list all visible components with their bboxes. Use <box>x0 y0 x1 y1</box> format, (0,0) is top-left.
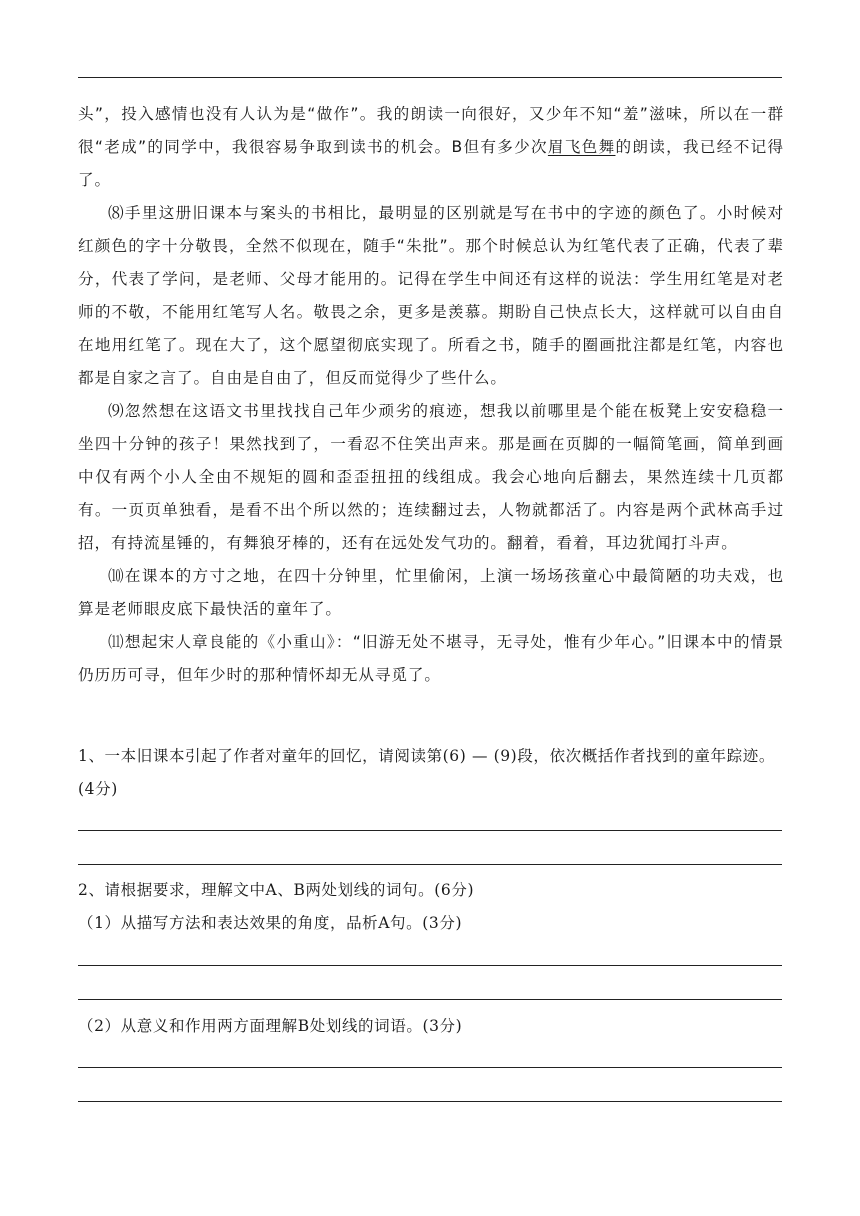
paragraph-11: ⑾想起宋人章良能的《小重山》：“旧游无处不堪寻，无寻处，惟有少年心。”旧课本中的情景仍历历可寻，但年少时的那种情怀却无从寻觅了。 <box>78 633 784 684</box>
paragraph-9: ⑼忽然想在这语文书里找找自己年少顽劣的痕迹，想我以前哪里是个能在板凳上安安稳稳一坐四十分钟的孩子！果然找到了，一看忍不住笑出声来。那是画在页脚的一幅简笔画，简单到画中仅有两个小人全由不规矩的圆和歪歪扭扭的线组成。我会心地向后翻去，果然连续十几页都有。一页页单独看，是看不出个所以然的；连续翻过去，人物就都活了。内容是两个武林高手过招，有持流星锤的，有舞狼牙棒的，还有在远处发气功的。翻着，看着，耳边犹闻打斗声。 <box>78 402 784 552</box>
answer-line <box>78 1101 782 1102</box>
answer-line <box>78 1067 782 1068</box>
question-1 <box>78 740 786 806</box>
question-1-text: 1、一本旧课本引起了作者对童年的回忆，请阅读第(6) — (9)段，依次概括作者找到的童年踪迹。(4分) <box>78 747 775 798</box>
question-2-2-text: （2）从意义和作用两方面理解B处划线的词语。(3分) <box>78 1017 463 1035</box>
paragraph-text: 头”，投入感情也没有人认为是“做作”。我的朗读一向很好，又少年不知“羞”滋味，所以在一群很“老成”的同学中，我很容易争取到读书的机会。B但有多少次 <box>78 105 784 156</box>
paragraph-8: ⑻手里这册旧课本与案头的书相比，最明显的区别就是写在书中的字迹的颜色了。小时候对红颜色的字十分敬畏，全然不似现在，随手“朱批”。那个时候总认为红笔代表了正确，代表了辈分，代表了学问，是老师、父母才能用的。记得在学生中间还有这样的说法：学生用红笔是对老师的不敬，不能用红笔写人名。敬畏之余，更多是羡慕。期盼自己快点长大，这样就可以自由自在地用红笔了。现在大了，这个愿望彻底实现了。所看之书，随手的圈画批注都是红笔，内容也都是自家之言了。自由是自由了，但反而觉得少了些什么。 <box>78 204 784 387</box>
answer-line <box>78 864 782 865</box>
paragraph-text: 的朗读，我已经不记得了。 <box>78 138 784 189</box>
answer-line <box>78 999 782 1000</box>
question-2-text: 2、请根据要求，理解文中A、B两处划线的词句。(6分) <box>78 881 475 899</box>
question-2-2 <box>78 1010 786 1043</box>
answer-line <box>78 965 782 966</box>
paragraph-10: ⑽在课本的方寸之地，在四十分钟里，忙里偷闲，上演一场场孩童心中最简陋的功夫戏，也算是老师眼皮底下最快活的童年了。 <box>78 567 784 618</box>
paragraph-7-continuation <box>78 98 784 197</box>
header-rule <box>78 77 782 78</box>
question-2 <box>78 874 786 940</box>
answer-line <box>78 830 782 831</box>
reading-passage <box>78 98 784 692</box>
underlined-phrase-b: 眉飞色舞 <box>547 138 616 156</box>
question-2-1-text: （1）从描写方法和表达效果的角度，品析A句。(3分) <box>78 914 463 932</box>
